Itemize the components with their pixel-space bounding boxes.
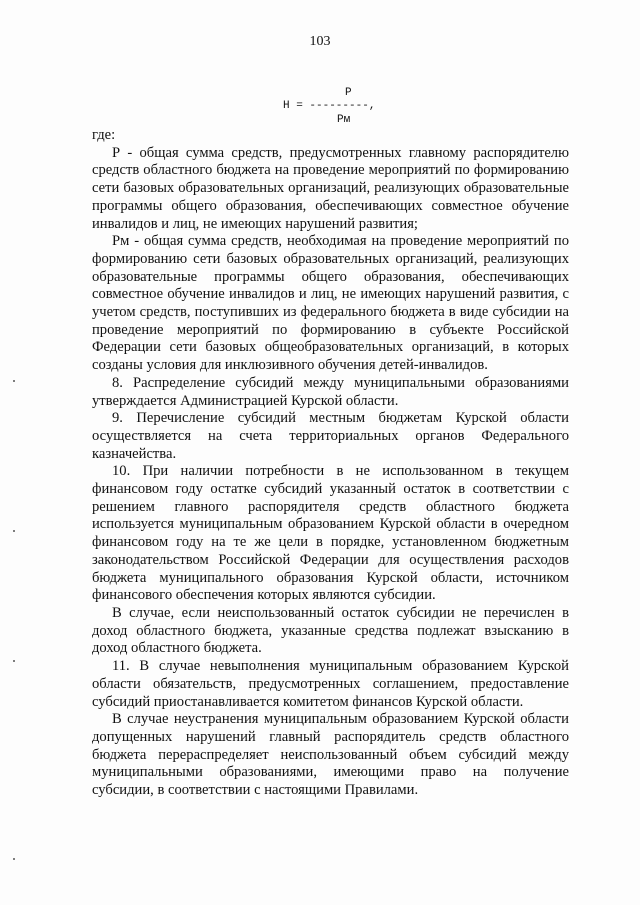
paragraph-item-8: 8. Распределение субсидий между муниципальными образованиями утверждается Администрацией Курской области. <box>92 374 569 409</box>
paragraph-item-11: 11. В случае невыполнения муниципальным образованием Курской области обязательств, предусмотренных соглашением, предоставление субсидий приостанавливается комитетом финансов Курской области. <box>92 658 569 710</box>
scan-speck <box>13 380 15 382</box>
paragraph-pm-definition: Рм - общая сумма средств, необходимая на проведение мероприятий по формированию сети базовых образовательных организаций, реализующих образовательные программы общего образования, обеспечивающих совместное обучение инвалидов и лиц, не имеющих нарушений развития, с учетом средств, поступивших из федерального бюджета в виде субсидии на проведение мероприятий по формированию в субъекте Российской Федерации сети базовых общеобразовательных организаций, в которых созданы условия для инклюзивного обучения детей-инвалидов. <box>92 233 569 374</box>
formula-numerator: P <box>345 87 352 99</box>
paragraph-item-11-case: В случае неустранения муниципальным образованием Курской области допущенных нарушений главный распорядитель средств областного бюджета перераспределяет неиспользованный объем субсидий между муниципальными образованиями, имеющими право на получение субсидии, в соответствии с настоящими Правилами. <box>92 711 569 799</box>
formula-denominator: Pм <box>337 114 351 126</box>
body-text <box>92 127 569 800</box>
paragraph-item-10: 10. При наличии потребности в не использованном в текущем финансовом году остатке субсидий указанный остаток в соответствии с решением главного распорядителя средств областного бюджета используется муниципальным образованием Курской области в очередном финансовом году на те же цели в порядке, установленном бюджетным законодательством Российской Федерации для осуществления расходов бюджета муниципального образования Курской области, источником финансового обеспечения которых являются субсидии. <box>92 463 569 604</box>
scan-speck <box>13 858 15 860</box>
page-number: 103 <box>309 34 331 49</box>
scan-speck <box>13 660 15 662</box>
paragraph-item-9: 9. Перечисление субсидий местным бюджетам Курской области осуществляется на счета территориальных органов Федерального казначейства. <box>92 410 569 462</box>
formula-lhs: H = ---------, <box>283 100 376 112</box>
scan-speck <box>13 530 15 532</box>
paragraph-item-10-case: В случае, если неиспользованный остаток субсидии не перечислен в доход областного бюджета, указанные средства подлежат взысканию в доход областного бюджета. <box>92 604 569 657</box>
paragraph-where: где: <box>92 127 116 143</box>
paragraph-p-definition: Р - общая сумма средств, предусмотренных главному распорядителю средств областного бюджета на проведение мероприятий по формированию сети базовых образовательных организаций, реализующих образовательные программы общего образования, обеспечивающих совместное обучение инвалидов и лиц, не имеющих нарушений развития; <box>92 144 569 232</box>
